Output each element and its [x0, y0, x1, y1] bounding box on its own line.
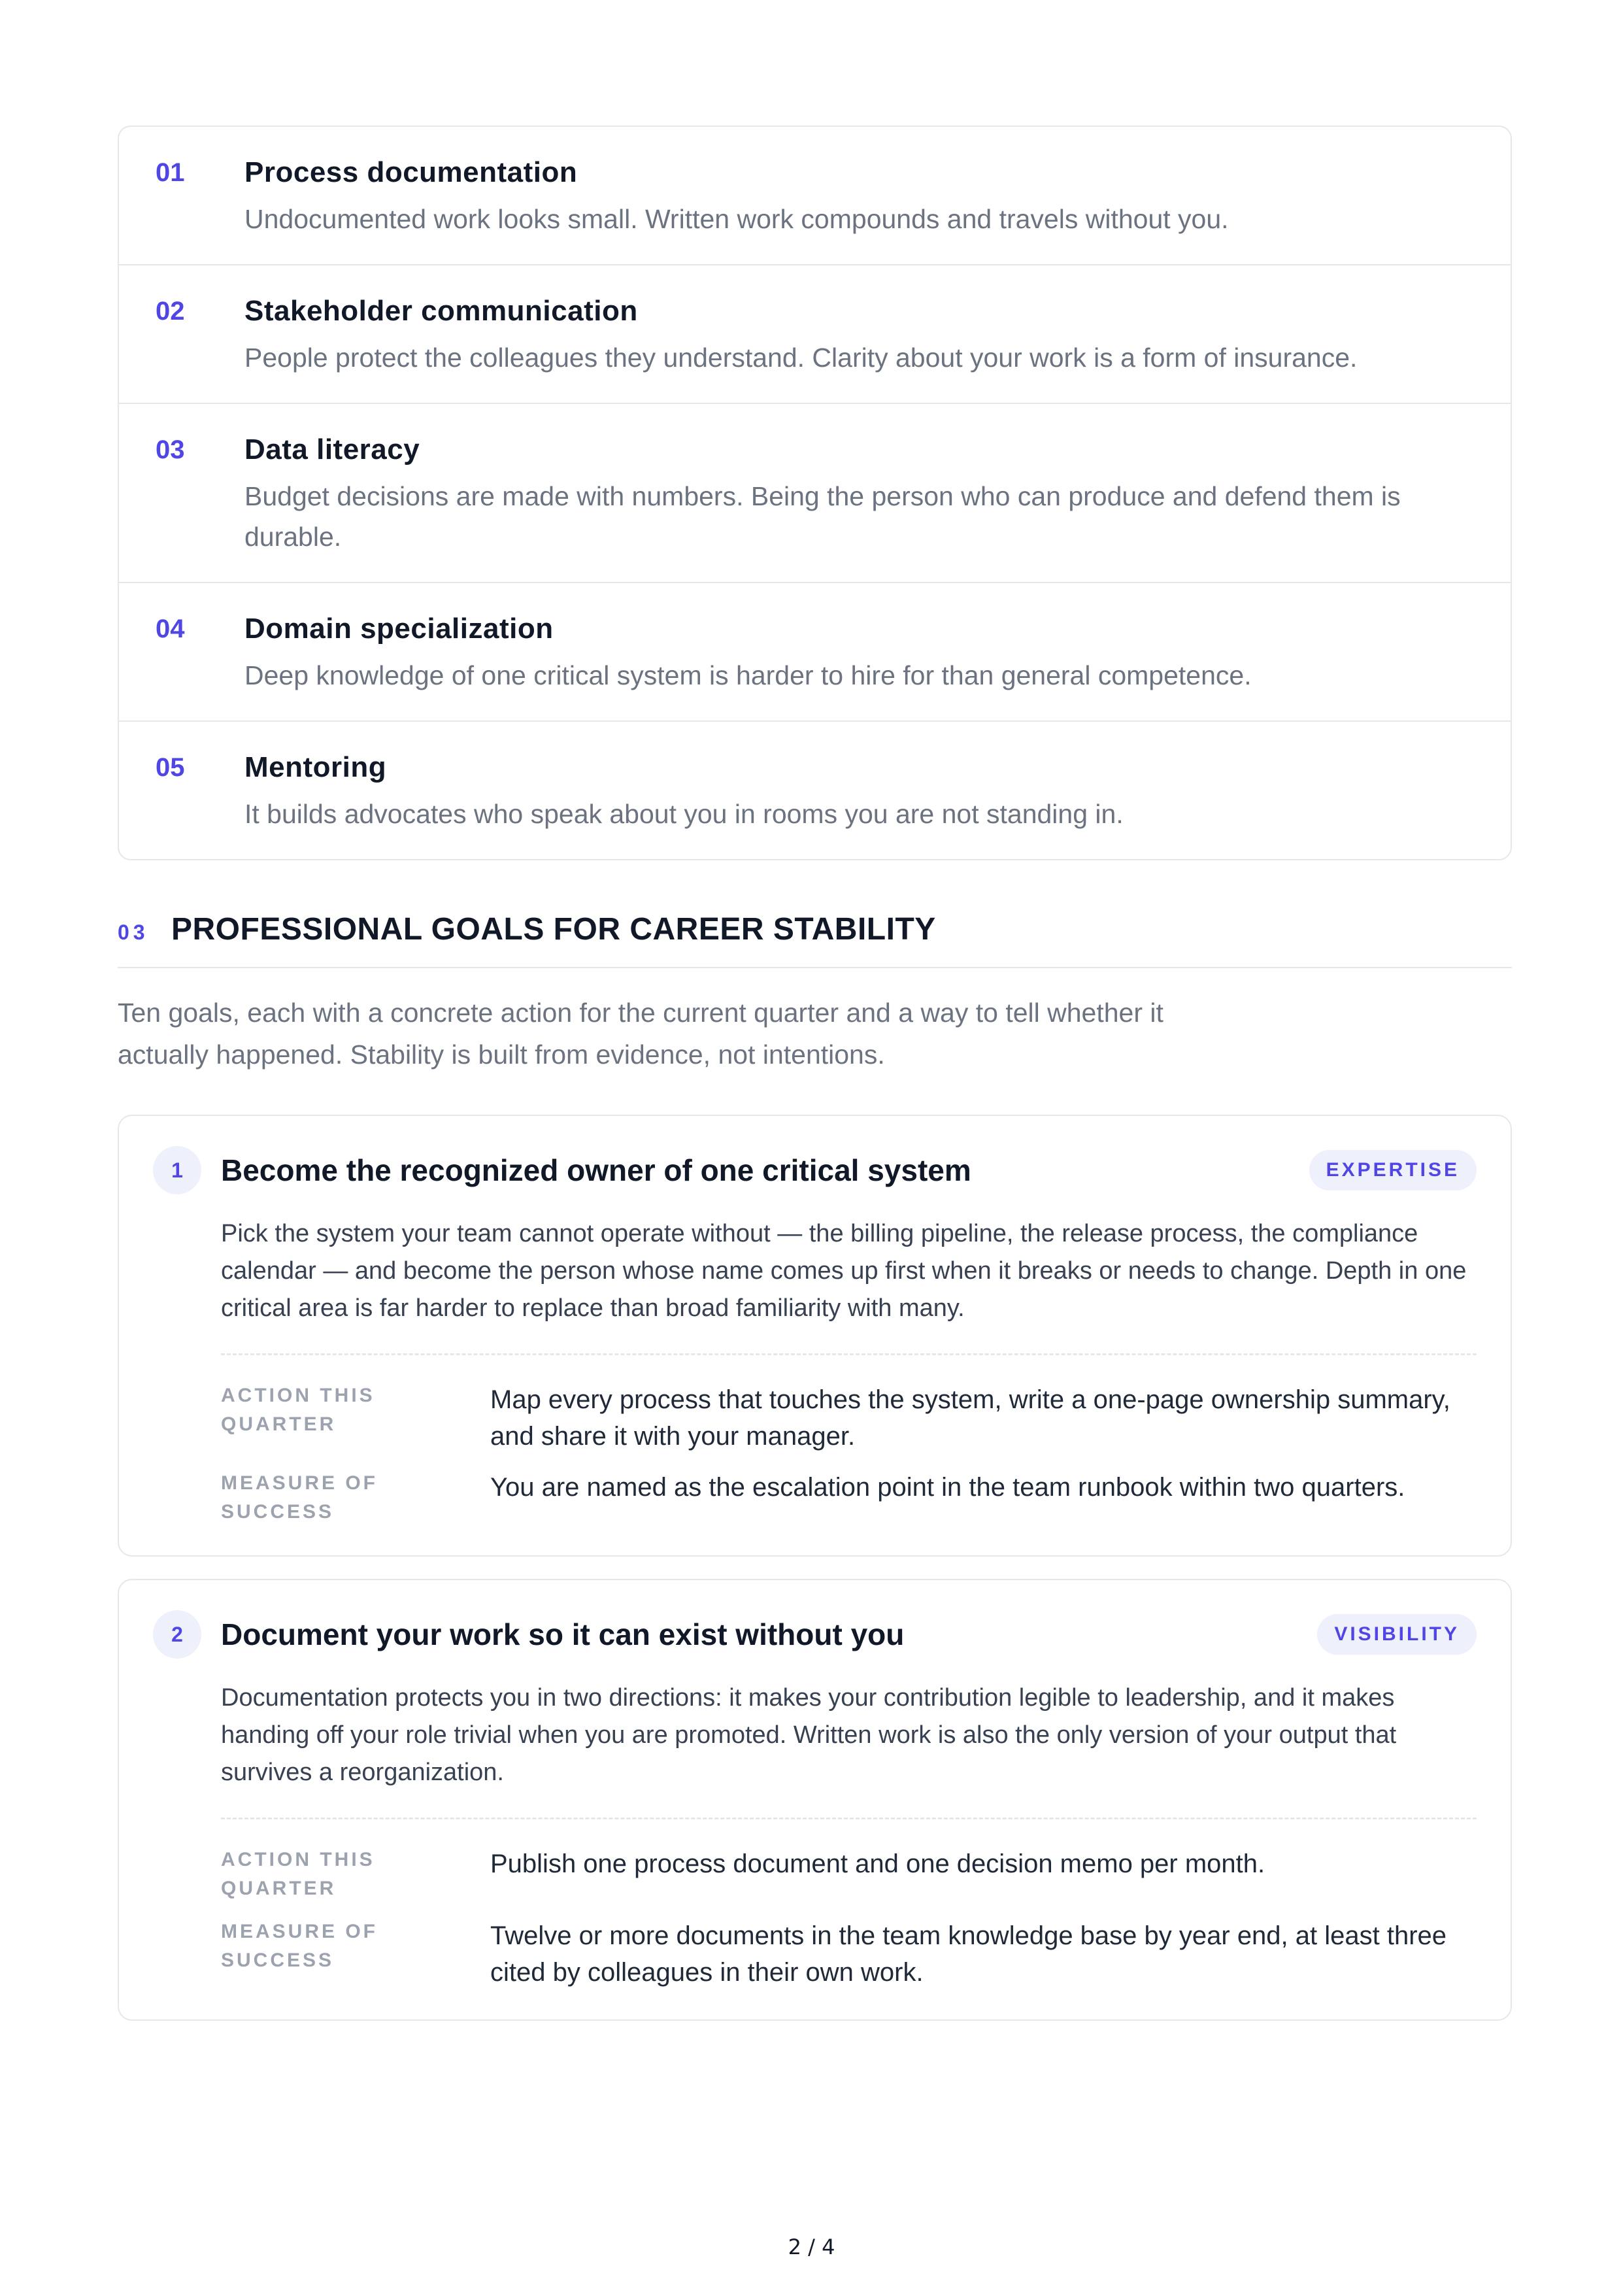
skill-number: 01 [156, 158, 185, 187]
list-item [119, 720, 1511, 859]
skill-title: Data literacy [244, 433, 420, 465]
page [118, 126, 1512, 2021]
goal-title: Document your work so it can exist without you [221, 1617, 905, 1651]
list-item [119, 582, 1511, 720]
skill-description: Undocumented work looks small. Written work compounds and travels without you. [244, 204, 1229, 234]
skill-title: Mentoring [244, 751, 387, 783]
page-number: 2 / 4 [788, 2235, 835, 2259]
skills-list [118, 126, 1512, 860]
section-header [118, 911, 1512, 968]
measure-label: MEASURE OF SUCCESS [221, 1472, 378, 1523]
action-row [221, 1846, 1477, 1903]
list-item [119, 127, 1511, 264]
skill-description: Budget decisions are made with numbers. Being the person who can produce and defend them is durable. [244, 481, 1401, 552]
action-value: Map every process that touches the system, write a one-page ownership summary, and share it with your manager. [490, 1385, 1450, 1451]
skill-description: It builds advocates who speak about you in rooms you are not standing in. [244, 799, 1124, 829]
skill-number: 05 [156, 753, 185, 782]
skill-title: Domain specialization [244, 613, 554, 645]
goal-description: Pick the system your team cannot operate without — the billing pipeline, the release process, the compliance calendar — and become the person whose name comes up first when it breaks or needs to change. Depth in one critical area is far harder to replace than broad familiarity with many. [221, 1215, 1477, 1355]
measure-row [221, 1917, 1477, 1991]
goal-number-badge: 1 [153, 1146, 201, 1194]
goal-title: Become the recognized owner of one critical system [221, 1153, 971, 1187]
skill-number: 03 [156, 435, 185, 464]
section-intro: Ten goals, each with a concrete action for the current quarter and a way to tell whether it actually happened. Stability is built from evidence, not intentions. [118, 998, 1163, 1070]
skill-number: 02 [156, 297, 185, 326]
action-row [221, 1381, 1477, 1455]
action-label: ACTION THIS QUARTER [221, 1849, 375, 1899]
skill-description: Deep knowledge of one critical system is harder to hire for than general competence. [244, 660, 1252, 690]
measure-value: You are named as the escalation point in the team runbook within two quarters. [490, 1473, 1405, 1502]
action-value: Publish one process document and one decision memo per month. [490, 1849, 1265, 1878]
goal-number-badge: 2 [153, 1610, 201, 1659]
goal-card [118, 1579, 1512, 2021]
action-label: ACTION THIS QUARTER [221, 1385, 375, 1435]
measure-label: MEASURE OF SUCCESS [221, 1921, 378, 1971]
list-item [119, 264, 1511, 403]
list-item [119, 403, 1511, 582]
skill-title: Stakeholder communication [244, 295, 638, 327]
section-title: PROFESSIONAL GOALS FOR CAREER STABILITY [171, 912, 936, 947]
skill-title: Process documentation [244, 156, 578, 188]
category-tag: EXPERTISE [1309, 1150, 1477, 1190]
skill-number: 04 [156, 615, 185, 643]
section-number: 03 [118, 920, 149, 944]
measure-value: Twelve or more documents in the team knowledge base by year end, at least three cited by colleagues in their own work. [490, 1921, 1447, 1987]
skill-description: People protect the colleagues they understand. Clarity about your work is a form of insurance. [244, 343, 1358, 373]
category-tag: VISIBILITY [1317, 1614, 1477, 1655]
goal-description: Documentation protects you in two directions: it makes your contribution legible to leadership, and it makes handing off your role trivial when you are promoted. Written work is also the only version of your output that survives a reorganization. [221, 1680, 1477, 1819]
measure-row [221, 1469, 1477, 1527]
goal-card [118, 1115, 1512, 1557]
